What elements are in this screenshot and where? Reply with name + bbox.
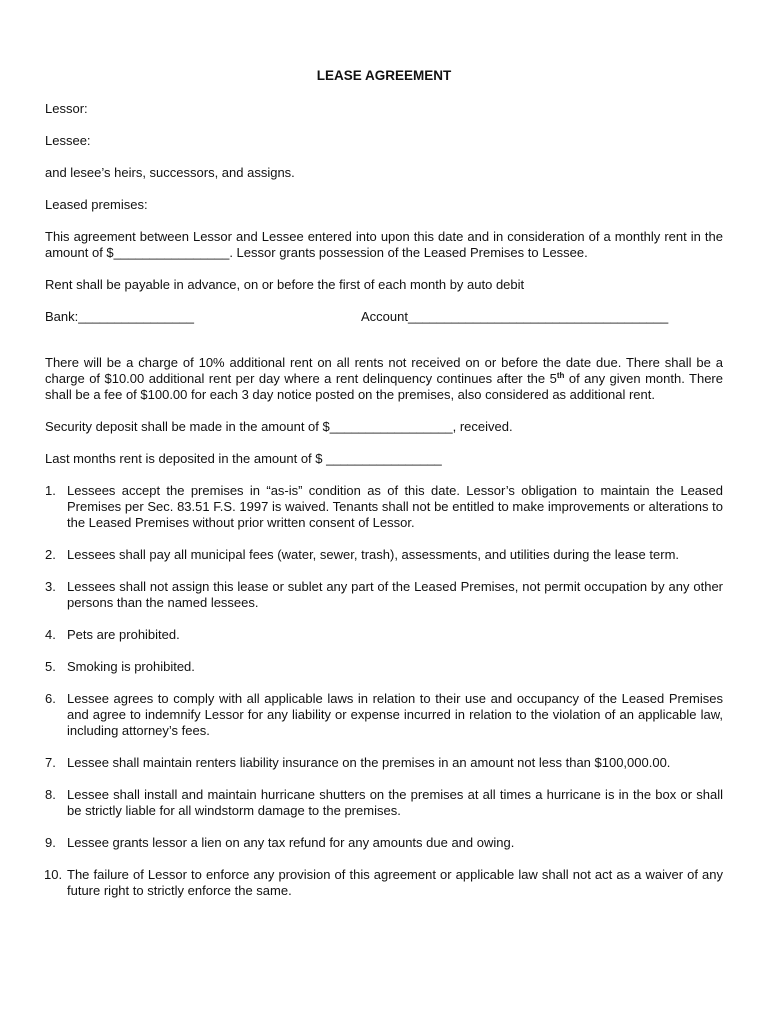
bank-account-line bbox=[45, 309, 723, 325]
item-text: Pets are prohibited. bbox=[67, 627, 180, 642]
list-item bbox=[45, 867, 723, 899]
item-number: 5. bbox=[45, 659, 56, 674]
heirs-line: and lesee’s heirs, successors, and assigns. bbox=[45, 165, 295, 180]
item-number: 10. bbox=[44, 867, 63, 882]
last-month-rent-line: Last months rent is deposited in the amount of $ ________________ bbox=[45, 451, 442, 466]
item-number: 9. bbox=[45, 835, 56, 850]
list-item bbox=[45, 691, 723, 739]
item-number: 2. bbox=[45, 547, 56, 562]
item-number: 3. bbox=[45, 579, 56, 594]
item-text: Lessee agrees to comply with all applicable laws in relation to their use and occupancy of the Leased Premises and agree to indemnify Lessor for any liability or expense incurred in relation to the violation of an applicable law, including attorney’s fees. bbox=[67, 691, 723, 738]
ordinal-suffix: th bbox=[556, 371, 565, 380]
security-deposit-line: Security deposit shall be made in the amount of $_________________, received. bbox=[45, 419, 513, 434]
item-number: 7. bbox=[45, 755, 56, 770]
premises-line: Leased premises: bbox=[45, 197, 148, 212]
lessee-line: Lessee: bbox=[45, 133, 91, 148]
item-number: 6. bbox=[45, 691, 56, 706]
list-item bbox=[45, 547, 723, 563]
agreement-paragraph: This agreement between Lessor and Lessee entered into upon this date and in consideration of a monthly rent in the amount of $________________. Lessor grants possession of the Leased Premises to Lessee. bbox=[45, 229, 723, 260]
list-item bbox=[45, 579, 723, 611]
item-text: Smoking is prohibited. bbox=[67, 659, 195, 674]
list-item bbox=[45, 627, 723, 643]
rent-payable-line: Rent shall be payable in advance, on or before the first of each month by auto debit bbox=[45, 277, 525, 292]
item-text: Lessees shall pay all municipal fees (water, sewer, trash), assessments, and utilities during the lease term. bbox=[67, 547, 680, 562]
lease-document bbox=[45, 68, 723, 915]
account-field: Account____________________________________ bbox=[361, 309, 669, 324]
item-text: Lessee grants lessor a lien on any tax refund for any amounts due and owing. bbox=[67, 835, 515, 850]
item-number: 8. bbox=[45, 787, 56, 802]
lease-terms-list bbox=[45, 483, 723, 899]
bank-field: Bank:________________ bbox=[45, 309, 194, 324]
list-item bbox=[45, 787, 723, 819]
list-item bbox=[45, 483, 723, 531]
late-charge-text-2: of any given month. There shall be a fee of $100.00 for each 3 day notice posted on the premises, also considered as additional rent. bbox=[45, 371, 723, 402]
item-text: The failure of Lessor to enforce any provision of this agreement or applicable law shall not act as a waiver of any future right to strictly enforce the same. bbox=[67, 867, 723, 898]
item-text: Lessee shall install and maintain hurricane shutters on the premises at all times a hurricane is in the box or shall be strictly liable for all windstorm damage to the premises. bbox=[67, 787, 723, 818]
item-text: Lessees shall not assign this lease or sublet any part of the Leased Premises, not permit occupation by any other persons than the named lessees. bbox=[67, 579, 723, 610]
item-text: Lessee shall maintain renters liability insurance on the premises in an amount not less than $100,000.00. bbox=[67, 755, 671, 770]
late-charge-text-1: There will be a charge of 10% additional rent on all rents not received on or before the date due. There shall be a charge of $10.00 additional rent per day where a rent delinquency continues after the 5 bbox=[45, 355, 723, 386]
document-title: LEASE AGREEMENT bbox=[316, 68, 452, 83]
item-number: 1. bbox=[45, 483, 56, 498]
late-charge-paragraph bbox=[45, 355, 723, 403]
item-number: 4. bbox=[45, 627, 56, 642]
list-item bbox=[45, 835, 723, 851]
list-item bbox=[45, 755, 723, 771]
lessor-line: Lessor: bbox=[45, 101, 88, 116]
list-item bbox=[45, 659, 723, 675]
item-text: Lessees accept the premises in “as-is” condition as of this date. Lessor’s obligation to maintain the Leased Premises per Sec. 83.51 F.S. 1997 is waived. Tenants shall not be entitled to make improvements or alterations to the Leased Premises without prior written consent of Lessor. bbox=[67, 483, 723, 530]
